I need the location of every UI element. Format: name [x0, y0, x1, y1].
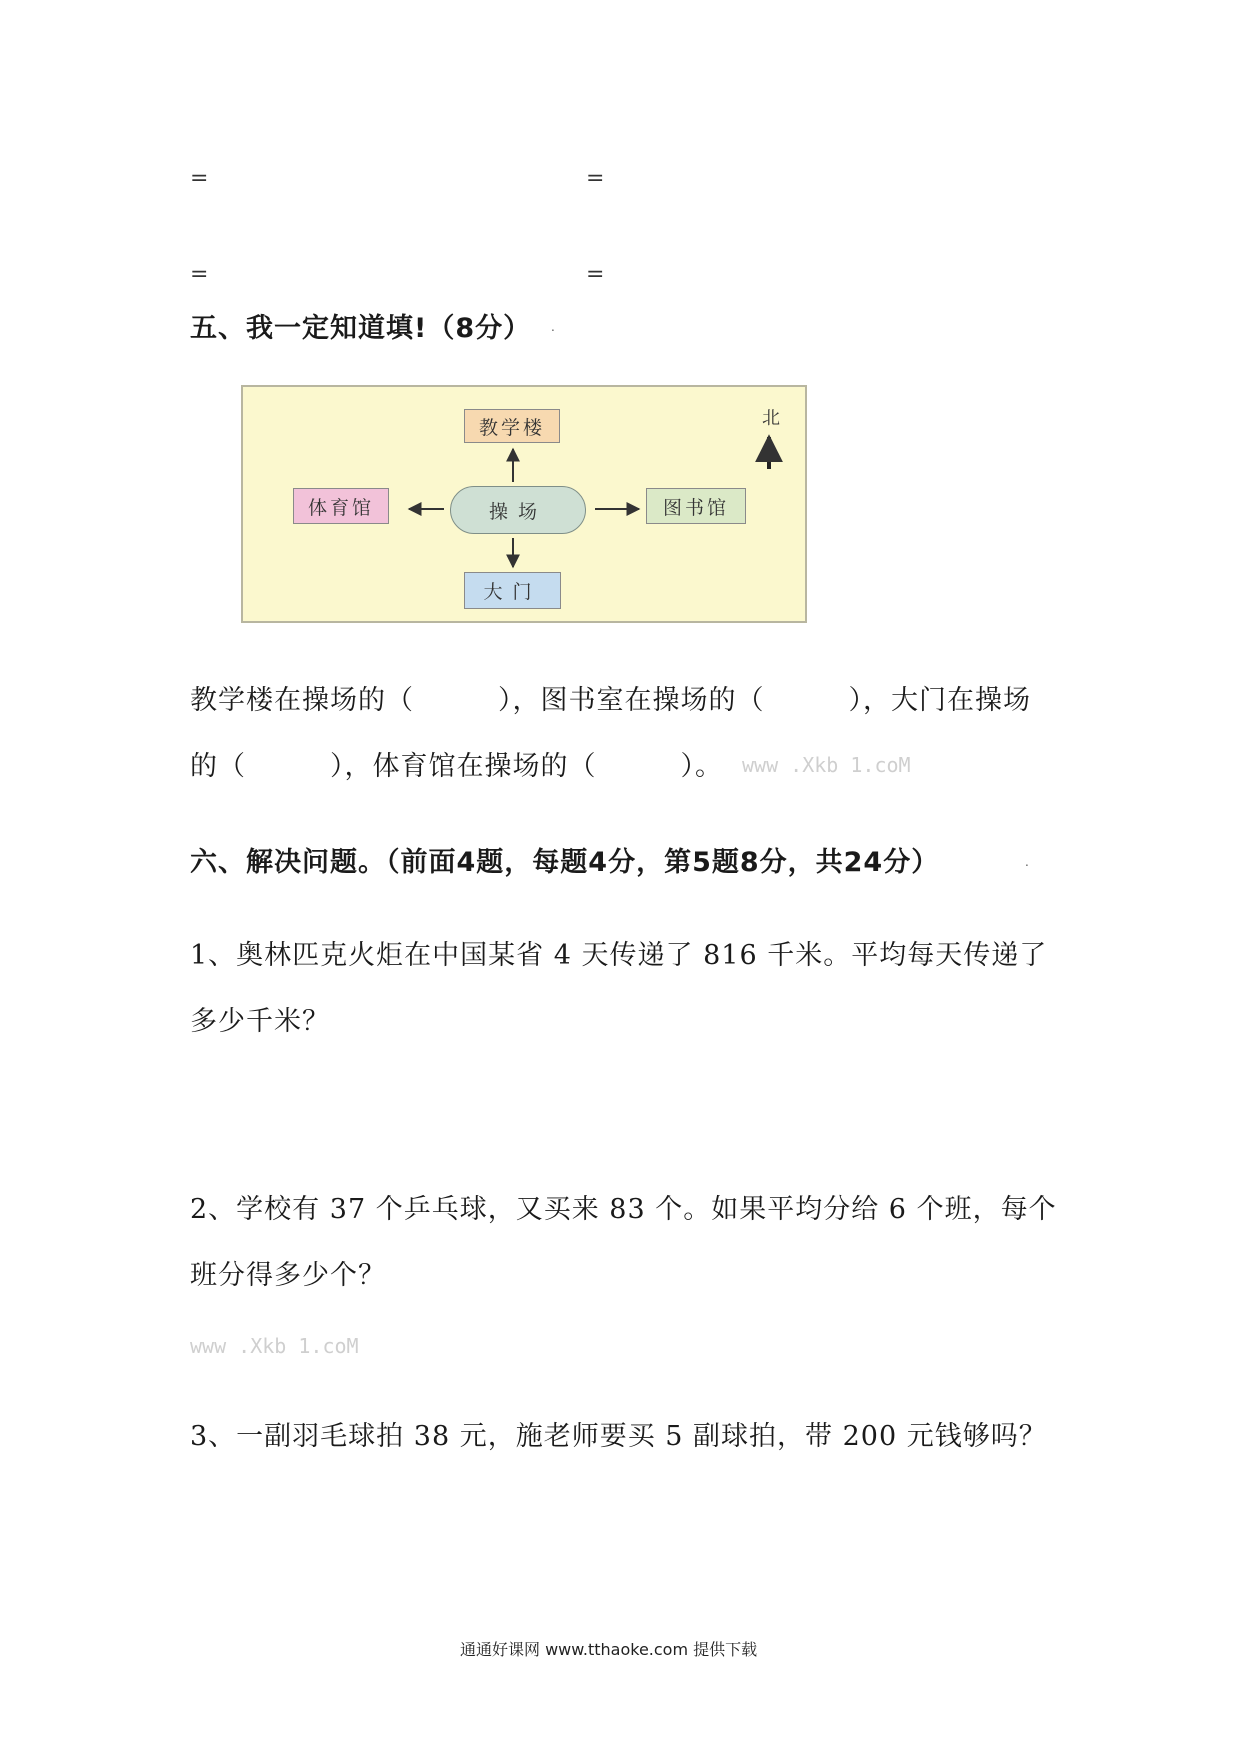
question-1-line-2: 多少千米？ [190, 1006, 330, 1037]
equals-sign: = [190, 262, 209, 287]
section-5-line-1: 教学楼在操场的（ ），图书室在操场的（ ），大门在操场 [190, 685, 1031, 716]
section-5-heading: 五、我一定知道填!（8分） [190, 313, 532, 344]
section-6-heading: 六、解决问题。（前面4题，每题4分，第5题8分，共24分） [190, 847, 940, 878]
playground-box: 操场 [450, 486, 586, 534]
campus-direction-diagram [241, 385, 807, 623]
question-1-line-1: 1、奥林匹克火炬在中国某省 4 天传递了 816 千米。平均每天传递了 [190, 940, 1048, 971]
north-label: 北 [762, 408, 780, 429]
gate-box: 大门 [464, 572, 561, 609]
library-box: 图书馆 [646, 488, 746, 524]
footer-source: 通通好课网 www.tthaoke.com 提供下载 [460, 1640, 758, 1659]
stray-mark: . [551, 320, 555, 334]
watermark: www .Xkb 1.coM [742, 753, 911, 777]
equals-sign: = [586, 262, 605, 287]
question-2-line-1: 2、学校有 37 个乒乓球，又买来 83 个。如果平均分给 6 个班，每个 [190, 1194, 1057, 1225]
equals-sign: = [586, 166, 605, 191]
teaching-building-box: 教学楼 [464, 409, 560, 443]
question-2-line-2: 班分得多少个？ [190, 1260, 386, 1291]
equals-sign: = [190, 166, 209, 191]
gym-box: 体育馆 [293, 488, 389, 524]
question-3: 3、一副羽毛球拍 38 元，施老师要买 5 副球拍，带 200 元钱够吗？ [190, 1421, 1047, 1452]
section-5-line-2: 的（ ），体育馆在操场的（ ）。 [190, 751, 723, 782]
stray-mark: . [1025, 855, 1029, 869]
watermark: www .Xkb 1.coM [190, 1334, 359, 1358]
